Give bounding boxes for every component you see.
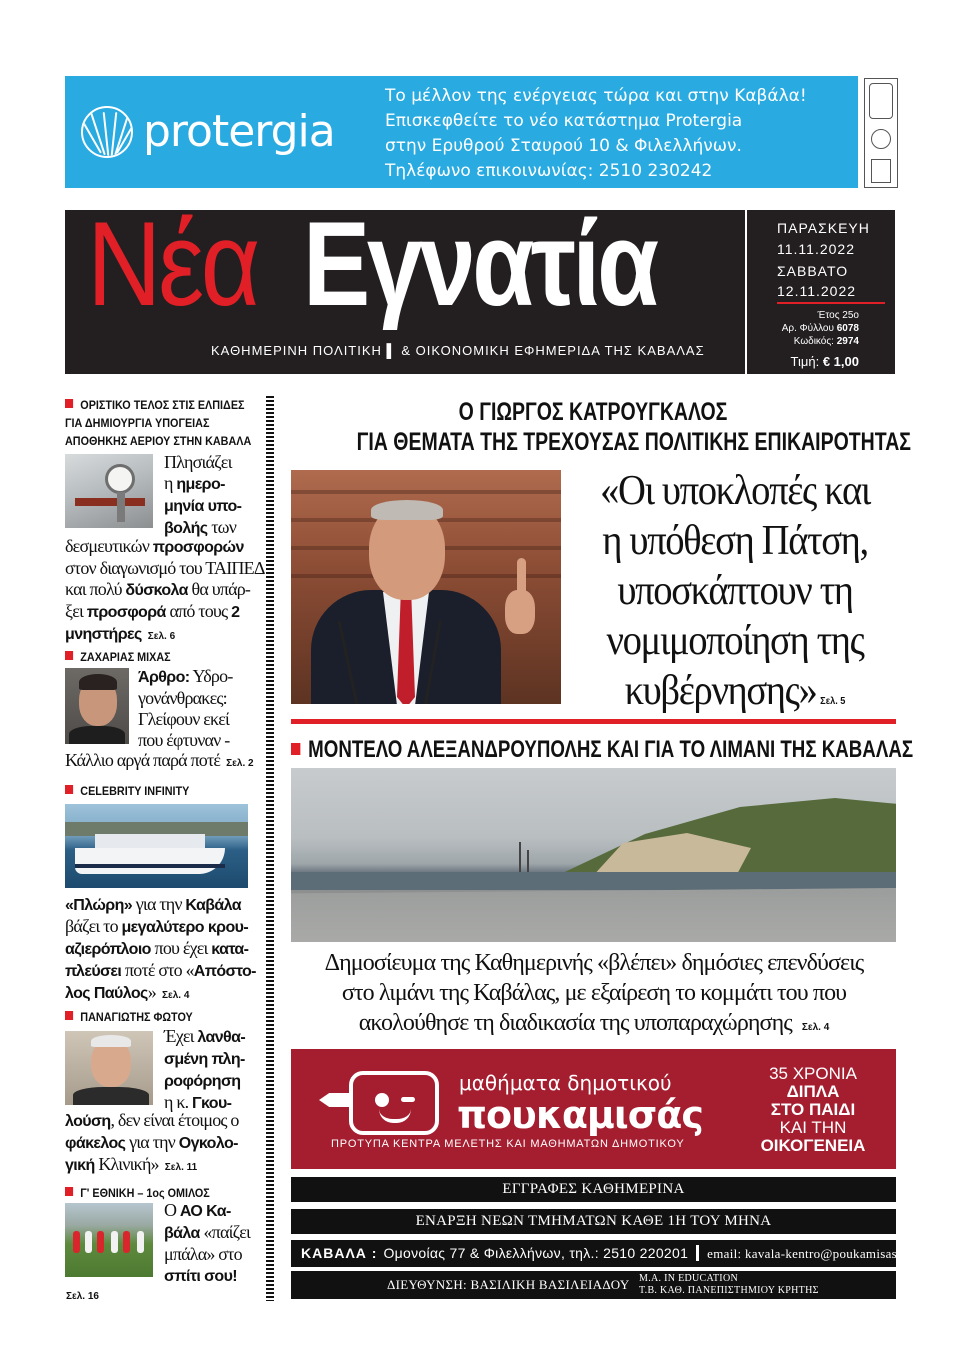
text-run-bold: προσφορά bbox=[86, 604, 166, 621]
city-label: ΚΑΒΑΛΑ : bbox=[301, 1245, 378, 1261]
text-run-bold: βολής bbox=[164, 520, 208, 537]
ad-subtitle: ΠΡΟΤΥΠΑ ΚΕΝΤΡΑ ΜΕΛΕΤΗΣ ΚΑΙ ΜΑΘΗΜΑΤΩΝ ΔΗΜΟΤΙΚΟΥ bbox=[331, 1138, 685, 1150]
text-run: » bbox=[147, 982, 156, 1002]
poukamisas-ad[interactable] bbox=[291, 1049, 896, 1169]
page-reference: Σελ. 2 bbox=[226, 758, 254, 769]
slogan-line: ΟΙΚΟΓΕΝΕΙΑ bbox=[760, 1136, 866, 1155]
text-run: που έχει bbox=[150, 938, 212, 958]
text-run: ακολούθησε τη διαδικασία της υποπαραχώρησης bbox=[358, 1010, 792, 1036]
text-run: Υδρο- bbox=[189, 666, 233, 686]
text-run-bold: μηνία υπο- bbox=[164, 498, 242, 515]
lead-kicker[interactable]: ΓΙΑ ΘΕΜΑΤΑ ΤΗΣ ΤΡΕΧΟΥΣΑΣ ΠΟΛΙΤΙΚΗΣ ΕΠΙΚΑΙΡΟΤΗΤΑΣ bbox=[356, 428, 911, 456]
code-caption: Κωδικός: bbox=[793, 336, 834, 347]
quote-line: «Οι υποκλοπές και bbox=[600, 468, 870, 514]
pressure-gauge-photo[interactable] bbox=[65, 454, 153, 528]
text-line bbox=[291, 1008, 897, 1043]
heading-line: ΠΑΝΑΓΙΩΤΗΣ ΦΩΤΟΥ bbox=[80, 1010, 193, 1024]
masthead-subtitle: ΚΑΘΗΜΕΡΙΝΗ ΠΟΛΙΤΙΚΗ ▌ & ΟΙΚΟΝΟΜΙΚΗ ΕΦΗΜΕΡΙΔΑ ΤΗΣ ΚΑΒΑΛΑΣ bbox=[211, 343, 705, 358]
protergia-ad-text bbox=[385, 84, 807, 184]
text-line bbox=[65, 960, 265, 982]
email-text[interactable]: email: kavala-kentro@poukamisas.gr bbox=[707, 1246, 913, 1261]
postal-stamp-icon bbox=[864, 78, 898, 188]
text-line bbox=[164, 495, 264, 517]
port-story-headline[interactable] bbox=[291, 736, 914, 764]
protergia-logo-icon bbox=[81, 106, 133, 158]
ad-band-director bbox=[291, 1271, 896, 1299]
red-square-icon bbox=[65, 399, 73, 408]
text-run-bold: κατα- bbox=[211, 941, 249, 958]
credential-line: Τ.Β. ΚΑΘ. ΠΑΝΕΠΙΣΤΗΜΙΟΥ ΚΡΗΤΗΣ bbox=[639, 1285, 819, 1296]
issue-number: 6078 bbox=[836, 323, 859, 334]
story-michas-text bbox=[65, 750, 254, 774]
code-label bbox=[794, 336, 859, 347]
masthead-title-egnatia: Εγνατία bbox=[303, 197, 656, 331]
red-square-icon bbox=[65, 651, 73, 660]
text-run-bold: μεγαλύτερο κρου- bbox=[121, 919, 249, 936]
story-heading bbox=[65, 1008, 193, 1026]
text-run-bold: γική bbox=[65, 1157, 95, 1174]
story-fotou-text-right bbox=[164, 1026, 264, 1114]
day-label: ΣΑΒΒΑΤΟ bbox=[777, 263, 849, 279]
date-rule bbox=[777, 302, 885, 304]
text-line: που έφτυναν - bbox=[138, 730, 230, 750]
text-run: η κ. bbox=[164, 1092, 192, 1112]
text-run-bold: λανθα- bbox=[197, 1029, 246, 1046]
page-reference: Σελ. 11 bbox=[164, 1162, 198, 1173]
story-heading bbox=[65, 648, 171, 666]
cruise-ship-photo[interactable] bbox=[65, 804, 248, 888]
author-portrait-photo[interactable] bbox=[65, 668, 129, 744]
text-line bbox=[65, 579, 265, 601]
text-run-bold: Άρθρο: bbox=[138, 669, 190, 686]
story-heading bbox=[65, 396, 251, 414]
text-line bbox=[65, 536, 265, 558]
page-reference: Σελ. 4 bbox=[801, 1022, 830, 1033]
heading-line: ΖΑΧΑΡΙΑΣ ΜΙΧΑΣ bbox=[80, 650, 171, 664]
text-run-bold: Απόστο- bbox=[193, 963, 256, 980]
text-run: δεσμευτικών bbox=[65, 536, 153, 556]
text-run-bold: σμένη πλη- bbox=[164, 1051, 245, 1068]
text-line: μπάλα» στο bbox=[164, 1244, 242, 1264]
price-value: € 1,00 bbox=[822, 354, 859, 369]
story-heading bbox=[65, 782, 189, 800]
ad-line: Τηλέφωνο επικοινωνίας: 2510 230242 bbox=[385, 161, 713, 181]
red-square-icon bbox=[65, 1011, 73, 1020]
page-reference: Σελ. 5 bbox=[820, 696, 846, 707]
text-run-bold: 2 bbox=[231, 604, 240, 621]
text-run: ξει bbox=[65, 601, 87, 621]
text-line bbox=[65, 1154, 265, 1178]
text-run: θα υπάρ- bbox=[187, 579, 251, 599]
port-story-text[interactable] bbox=[291, 948, 897, 1043]
text-run-bold: ροφόρηση bbox=[164, 1073, 241, 1090]
text-line: Δημοσίευμα της Καθημερινής «βλέπει» δημόσιες επενδύσεις bbox=[324, 950, 864, 976]
red-square-icon bbox=[291, 743, 300, 755]
pencil-icon bbox=[319, 1093, 353, 1107]
story-michas-text-right bbox=[138, 666, 266, 751]
masthead-title-nea: Νέα bbox=[87, 197, 257, 331]
story-michas[interactable] bbox=[65, 648, 182, 666]
day-label: ΠΑΡΑΣΚΕΥΗ bbox=[777, 220, 870, 236]
text-line bbox=[164, 1222, 264, 1244]
protergia-brand: protergia bbox=[143, 106, 335, 157]
text-run-bold: ημερο- bbox=[176, 476, 225, 493]
text-line bbox=[164, 1048, 264, 1070]
director-text: ΔΙΕΥΘΥΝΣΗ: ΒΑΣΙΛΙΚΗ ΒΑΣΙΛΕΙΑΔΟΥ bbox=[387, 1277, 630, 1292]
ad-band-new-classes: ΕΝΑΡΞΗ ΝΕΩΝ ΤΜΗΜΑΤΩΝ ΚΑΘΕ 1Η ΤΟΥ ΜΗΝΑ bbox=[291, 1209, 896, 1234]
slogan-line: ΣΤΟ ΠΑΙΔΙ bbox=[770, 1100, 856, 1119]
story-gas-text bbox=[65, 536, 265, 647]
date-label: 12.11.2022 bbox=[777, 283, 857, 299]
text-run: «παίζει bbox=[199, 1222, 251, 1242]
ad-line: Το μέλλον της ενέργειας τώρα και στην Καβάλα! bbox=[385, 86, 807, 106]
quote-line bbox=[583, 666, 887, 727]
slogan-line: 35 ΧΡΟΝΙΑ bbox=[769, 1064, 857, 1083]
text-line bbox=[164, 1026, 264, 1048]
story-heading: ΑΠΟΘΗΚΗΣ ΑΕΡΙΟΥ ΣΤΗΝ ΚΑΒΑΛΑ bbox=[65, 434, 252, 448]
separator bbox=[696, 1245, 699, 1261]
text-line: Κάλλιο αργά παρά ποτέ bbox=[65, 750, 221, 770]
story-gas-storage[interactable] bbox=[65, 396, 272, 450]
text-run: για την bbox=[125, 1132, 179, 1152]
ad-tagline: μαθήματα δημοτικού bbox=[459, 1071, 672, 1095]
story-fotou-text bbox=[65, 1110, 265, 1178]
masthead bbox=[65, 197, 895, 374]
story-heading: ΓΙΑ ΔΗΜΙΟΥΡΓΙΑ ΥΠΟΓΕΙΑΣ bbox=[65, 416, 210, 430]
ad-brand: πουκαμισάς bbox=[457, 1093, 703, 1137]
text-run-bold: βάλα bbox=[164, 1225, 200, 1242]
story-fotou[interactable] bbox=[65, 1008, 207, 1026]
text-run: Ο bbox=[164, 1200, 180, 1220]
price-caption: Τιμή: bbox=[790, 354, 820, 369]
story-gas-text-right bbox=[164, 452, 264, 539]
red-square-icon bbox=[65, 1187, 73, 1196]
credential-line: Μ.Α. IN EDUCATION bbox=[639, 1273, 738, 1284]
football-team-photo[interactable] bbox=[65, 1203, 153, 1277]
lead-kicker[interactable]: Ο ΓΙΩΡΓΟΣ ΚΑΤΡΟΥΓΚΑΛΟΣ bbox=[458, 398, 728, 426]
red-square-icon bbox=[65, 785, 73, 794]
text-line bbox=[164, 1200, 264, 1222]
text-run-bold: λούση bbox=[65, 1113, 111, 1130]
issue-label bbox=[782, 323, 859, 334]
text-run-bold: σπίτι σου! bbox=[164, 1268, 238, 1285]
text-run-bold: μνηστήρες bbox=[65, 626, 142, 643]
smiley-tablet-icon bbox=[349, 1071, 439, 1135]
column-divider bbox=[266, 396, 274, 1301]
text-run: ποτέ στο « bbox=[121, 960, 194, 980]
date-box bbox=[747, 210, 895, 374]
text-run: Κλινική» bbox=[94, 1154, 159, 1174]
date-label: 11.11.2022 bbox=[777, 241, 855, 257]
heading-line: Γ' ΕΘΝΙΚΗ – 1ος ΟΜΙΛΟΣ bbox=[80, 1186, 210, 1200]
text-line bbox=[65, 916, 265, 938]
code-number: 2974 bbox=[836, 336, 859, 347]
story-ship-text bbox=[65, 894, 265, 1006]
text-line bbox=[164, 473, 264, 495]
text-line bbox=[65, 1132, 265, 1154]
text-line bbox=[65, 623, 265, 647]
year-label: Έτος 25ο bbox=[817, 310, 859, 321]
katrougkalos-photo[interactable] bbox=[291, 470, 561, 704]
text-run-bold: ΑΟ Κα- bbox=[179, 1203, 231, 1220]
text-line: Γλείφουν εκεί bbox=[138, 709, 230, 729]
issue-caption: Αρ. Φύλλου bbox=[781, 323, 834, 334]
text-line: γονάνθρακες: bbox=[138, 688, 227, 708]
text-run-bold: λος Παύλος bbox=[65, 985, 148, 1002]
text-line: Πλησιάζει bbox=[164, 452, 232, 472]
text-line bbox=[65, 1110, 265, 1132]
page-reference: Σελ. 16 bbox=[66, 1291, 99, 1302]
ad-line: Επισκεφθείτε το νέο κατάστημα Protergia bbox=[385, 111, 743, 131]
text-run-bold: Ογκολο- bbox=[178, 1135, 238, 1152]
heading-line: CELEBRITY INFINITY bbox=[80, 784, 190, 798]
text-run: από τους bbox=[165, 601, 232, 621]
text-run-bold: Καβάλα bbox=[185, 897, 241, 914]
price-label bbox=[791, 354, 859, 369]
quote-line: η υπόθεση Πάτση, bbox=[602, 518, 868, 564]
text-line: στο λιμάνι της Καβάλας, με εξαίρεση το κομμάτι του που bbox=[341, 980, 847, 1006]
text-line bbox=[164, 1265, 264, 1287]
ad-slogan bbox=[743, 1065, 883, 1155]
text-run: η bbox=[164, 473, 177, 493]
text-run-bold: αζιερόπλοιο bbox=[65, 941, 151, 958]
text-line bbox=[138, 666, 266, 688]
heading-line: ΟΡΙΣΤΙΚΟ ΤΕΛΟΣ ΣΤΙΣ ΕΛΠΙΔΕΣ bbox=[80, 398, 245, 412]
text-line bbox=[164, 1070, 264, 1092]
page-reference: Σελ. 6 bbox=[147, 631, 176, 642]
text-run-bold: φάκελος bbox=[65, 1135, 126, 1152]
text-line bbox=[65, 982, 265, 1006]
story-celebrity-infinity[interactable] bbox=[65, 782, 203, 800]
text-line bbox=[65, 894, 265, 916]
text-line bbox=[65, 601, 265, 623]
text-run: των bbox=[207, 517, 237, 537]
ad-band-registrations: ΕΓΓΡΑΦΕΣ ΚΑΘΗΜΕΡΙΝΑ bbox=[291, 1177, 896, 1202]
slogan-line: ΔΙΠΛΑ bbox=[786, 1082, 840, 1101]
text-run: και πολύ bbox=[65, 579, 126, 599]
address-text: Ομονοίας 77 & Φιλελλήνων, τηλ.: 2510 220201 bbox=[383, 1245, 689, 1261]
kavala-port-photo[interactable] bbox=[291, 768, 896, 942]
text-line bbox=[65, 938, 265, 960]
text-run: βάζει το bbox=[65, 916, 122, 936]
story-football-text bbox=[164, 1200, 264, 1287]
protergia-ad-banner[interactable] bbox=[65, 76, 858, 188]
headline-text: ΜΟΝΤΕΛΟ ΑΛΕΞΑΝΔΡΟΥΠΟΛΗΣ ΚΑΙ ΓΙΑ ΤΟ ΛΙΜΑΝΙ ΤΗΣ ΚΑΒΑΛΑΣ bbox=[308, 736, 914, 763]
text-run-bold: «Πλώρη» bbox=[65, 897, 133, 914]
quote-text: κυβέρνησης» bbox=[624, 668, 817, 714]
quote-line: υποσκάπτουν τη bbox=[617, 568, 853, 614]
text-run: για την bbox=[132, 894, 186, 914]
ad-band-address bbox=[291, 1240, 913, 1267]
text-run-bold: πλεύσει bbox=[65, 963, 122, 980]
text-run: , δεν είναι έτοιμος ο bbox=[110, 1110, 239, 1130]
page-reference: Σελ. 4 bbox=[161, 990, 190, 1001]
credentials bbox=[639, 1273, 819, 1297]
text-run: Έχει bbox=[164, 1026, 198, 1046]
lead-quote-headline[interactable] bbox=[570, 466, 900, 727]
text-run-bold: προσφορών bbox=[152, 539, 244, 556]
text-run-bold: δύσκολα bbox=[125, 582, 188, 599]
ad-line: στην Ερυθρού Σταυρού 10 & Φιλελλήνων. bbox=[385, 136, 742, 156]
author-portrait-photo[interactable] bbox=[65, 1031, 153, 1105]
text-line: στον διαγωνισμό του ΤΑΙΠΕΔ bbox=[65, 558, 265, 578]
slogan-line: ΚΑΙ ΤΗΝ bbox=[779, 1118, 847, 1137]
quote-line: νομιμοποίηση της bbox=[606, 618, 864, 664]
red-divider bbox=[291, 719, 896, 724]
text-run-bold: Γκου- bbox=[191, 1095, 232, 1112]
